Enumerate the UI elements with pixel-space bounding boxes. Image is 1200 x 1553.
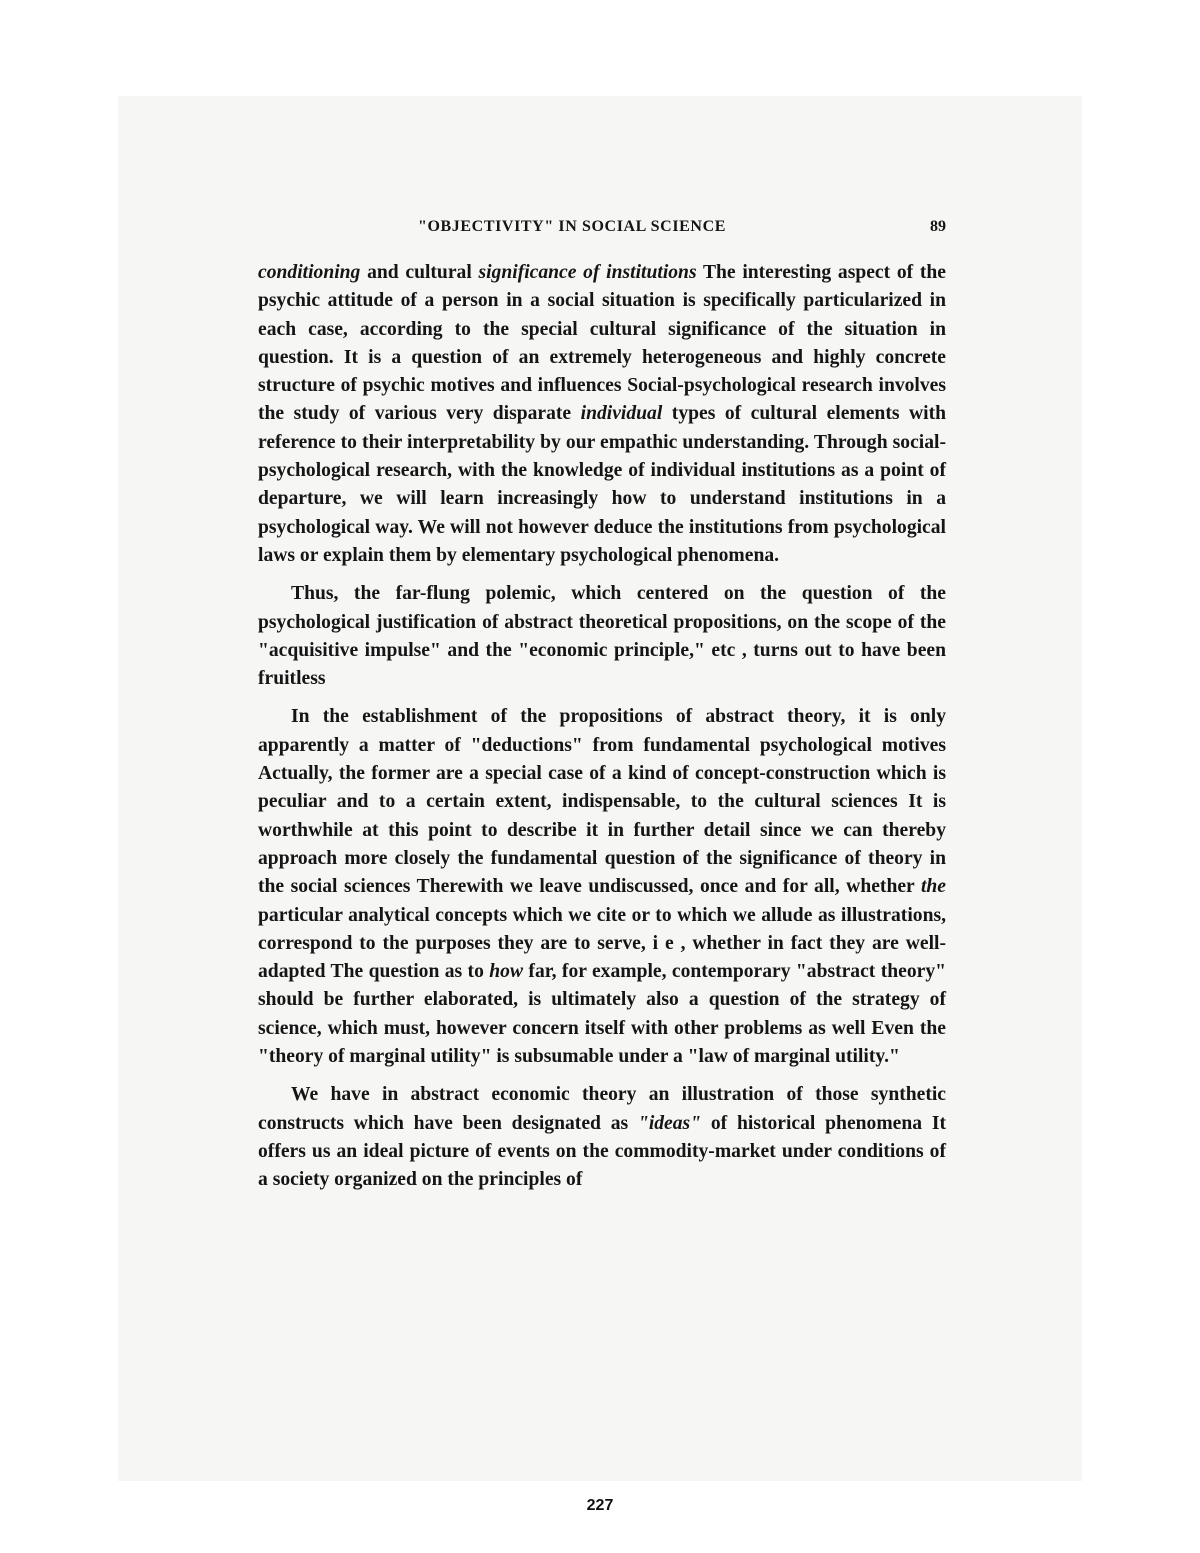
segment: the (920, 876, 946, 898)
body-text (258, 259, 946, 1205)
page-number-top: 89 (930, 218, 946, 235)
segment: types of cultural elements with reference to their interpretability by our empathic understanding. Through social-psychological research, with the knowledge of individual institutions as a point of departure, we will learn increasingly how to understand institutions in a psychological way. We will not however deduce the institutions from psychological laws or explain them by elementary psychological phenomena. (258, 403, 946, 566)
segment: particular analytical concepts which we cite or to which we allude as illustrations, correspond to the purposes they are to serve, i e , whether in fact they are well-adapted The question as to (258, 904, 946, 983)
segment: of historical phenomena It offers us an ideal picture of events on the commodity-market under conditions of a society organized on the principles of (258, 1112, 946, 1191)
segment: "ideas" (637, 1112, 702, 1134)
segment: significance of institutions (478, 262, 697, 283)
segment: far, for example, contemporary "abstract theory" should be further elaborated, is ultimately also a question of the strategy of science, which must, however concern itself with other problems as well Even the "theory of marginal utility" is subsumable under a "law of marginal utility." (258, 961, 946, 1068)
running-title: "OBJECTIVITY" IN SOCIAL SCIENCE (418, 218, 726, 235)
paragraph-2 (258, 580, 946, 693)
paragraph-1 (258, 259, 946, 570)
segment: In the establishment of the propositions of abstract theory, it is only apparently a matter of "deductions" from fundamental psychological motives Actually, the former are a special case of a kind of concept-construction which is peculiar and to a certain extent, indispensable, to the cultural sciences It is worthwhile at this point to describe it in further detail since we can thereby approach more closely the fundamental question of the significance of theory in the social sciences Therewith we leave undiscussed, once and for all, whether (258, 706, 946, 898)
page-number-bottom: 227 (586, 1497, 614, 1514)
running-header (258, 216, 946, 240)
paragraph-4 (258, 1081, 946, 1194)
segment: We have in abstract economic theory an illustration of those synthetic constructs which have been designated as (258, 1084, 946, 1134)
segment: Thus, the far-flung polemic, which centered on the question of the psychological justification of abstract theoretical propositions, on the scope of the "acquisitive impulse" and the "economic principle," etc , turns out to have been fruitless (258, 583, 946, 690)
paragraph-3 (258, 703, 946, 1071)
segment: conditioning (258, 262, 361, 283)
segment: individual (580, 403, 663, 425)
segment: The interesting aspect of the psychic attitude of a person in a social situation is specifically particularized in each case, according to the special cultural significance of the situation in question. It is a question of an extremely heterogeneous and highly concrete structure of psychic motives and influences Social-psychological research involves the study of various very disparate (258, 262, 947, 425)
segment: and cultural (360, 262, 479, 283)
segment: how (489, 961, 524, 983)
